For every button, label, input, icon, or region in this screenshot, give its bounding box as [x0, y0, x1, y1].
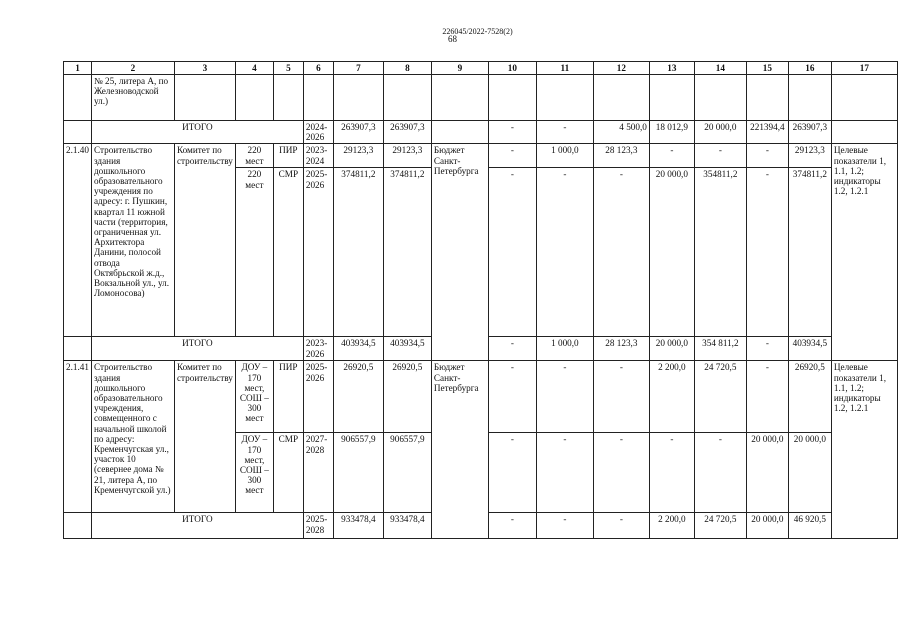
- capacity-cell: 220 мест: [235, 144, 273, 168]
- table-row: [64, 361, 898, 433]
- cell: [64, 75, 92, 121]
- value-cell: -: [536, 361, 593, 433]
- value-cell: 933478,4: [333, 513, 383, 539]
- value-cell: 906557,9: [333, 433, 383, 513]
- total-label: ИТОГО: [91, 337, 303, 361]
- cell: [694, 75, 746, 121]
- cell: [788, 75, 831, 121]
- value-cell: 20 000,0: [694, 121, 746, 144]
- value-cell: 1 000,0: [536, 144, 593, 168]
- value-cell: 906557,9: [383, 433, 431, 513]
- object-name: Строительство здания дошкольного образовательного учреждения по адресу: г. Пушкин, квартал 11 южной части (территория, ограниченная ул. Архитектора Данини, полосой отвода Октябрьской ж.д., Вокзальной ул., ул. Ломоносова): [91, 144, 174, 337]
- capacity-cell: ДОУ – 170 мест, СОШ – 300 мест: [235, 433, 273, 513]
- cell: [303, 75, 333, 121]
- table-row: [64, 75, 898, 121]
- value-cell: 933478,4: [383, 513, 431, 539]
- value-cell: 263907,3: [333, 121, 383, 144]
- value-cell: 26920,5: [383, 361, 431, 433]
- value-cell: -: [488, 433, 536, 513]
- column-number: 14: [694, 62, 746, 75]
- value-cell: -: [694, 144, 746, 168]
- cell: [746, 75, 788, 121]
- cell: [649, 75, 694, 121]
- cell: [831, 121, 897, 144]
- value-cell: -: [746, 361, 788, 433]
- column-number: 16: [788, 62, 831, 75]
- total-label: ИТОГО: [91, 121, 303, 144]
- value-cell: -: [746, 168, 788, 337]
- value-cell: 354811,2: [694, 168, 746, 337]
- funding-source: Бюджет Санкт-Петербурга: [431, 144, 488, 361]
- column-number: 17: [831, 62, 897, 75]
- value-cell: 374811,2: [383, 168, 431, 337]
- value-cell: -: [488, 168, 536, 337]
- value-cell: 26920,5: [788, 361, 831, 433]
- value-cell: -: [746, 144, 788, 168]
- object-name-continued: № 25, литера А, по Железноводской ул.): [91, 75, 174, 121]
- value-cell: 221394,4: [746, 121, 788, 144]
- value-cell: -: [593, 168, 649, 337]
- value-cell: -: [694, 433, 746, 513]
- cell: [273, 75, 303, 121]
- column-number-row: [64, 62, 898, 75]
- value-cell: 26920,5: [333, 361, 383, 433]
- document-number: 226045/2022-7528(2): [442, 27, 513, 36]
- value-cell: 24 720,5: [694, 513, 746, 539]
- value-cell: 20 000,0: [746, 513, 788, 539]
- value-cell: -: [649, 433, 694, 513]
- value-cell: 1 000,0: [536, 337, 593, 361]
- total-label: ИТОГО: [91, 513, 303, 539]
- value-cell: -: [536, 433, 593, 513]
- value-cell: 20 000,0: [788, 433, 831, 513]
- column-number: 4: [235, 62, 273, 75]
- value-cell: 403934,5: [383, 337, 431, 361]
- value-cell: -: [536, 121, 593, 144]
- funding-source: Бюджет Санкт-Петербурга: [431, 361, 488, 539]
- column-number: 8: [383, 62, 431, 75]
- value-cell: -: [488, 337, 536, 361]
- indicators: Целевые показатели 1, 1.1, 1.2; индикаторы 1.2, 1.2.1: [831, 144, 897, 361]
- object-name: Строительство здания дошкольного образовательного учреждения, совмещенного с начальной школой по адресу: Кременчугская ул., участок 10 (севернее дома № 21, литера А, по Кременчугской ул.): [91, 361, 174, 513]
- value-cell: 403934,5: [333, 337, 383, 361]
- column-number: 12: [593, 62, 649, 75]
- value-cell: -: [536, 513, 593, 539]
- value-cell: 29123,3: [383, 144, 431, 168]
- years-cell: 2025-2026: [303, 361, 333, 433]
- value-cell: 374811,2: [333, 168, 383, 337]
- cell: [831, 75, 897, 121]
- cell: [333, 75, 383, 121]
- years-cell: 2025-2028: [303, 513, 333, 539]
- column-number: 6: [303, 62, 333, 75]
- column-number: 10: [488, 62, 536, 75]
- page-number: 68: [448, 34, 457, 44]
- value-cell: 46 920,5: [788, 513, 831, 539]
- cell: [64, 337, 92, 361]
- cell: [431, 75, 488, 121]
- value-cell: -: [488, 361, 536, 433]
- indicators: Целевые показатели 1, 1.1, 1.2; индикаторы 1.2, 1.2.1: [831, 361, 897, 539]
- column-number: 3: [174, 62, 235, 75]
- value-cell: -: [488, 121, 536, 144]
- value-cell: -: [536, 168, 593, 337]
- table-row: [64, 144, 898, 168]
- value-cell: 24 720,5: [694, 361, 746, 433]
- value-cell: 28 123,3: [593, 144, 649, 168]
- item-number: 2.1.41: [64, 361, 92, 513]
- customer: Комитет по строительству: [174, 144, 235, 337]
- value-cell: -: [488, 513, 536, 539]
- work-type-cell: СМР: [273, 168, 303, 337]
- column-number: 11: [536, 62, 593, 75]
- customer: Комитет по строительству: [174, 361, 235, 513]
- cell: [536, 75, 593, 121]
- work-type-cell: СМР: [273, 433, 303, 513]
- column-number: 5: [273, 62, 303, 75]
- item-number: 2.1.40: [64, 144, 92, 337]
- value-cell: 403934,5: [788, 337, 831, 361]
- value-cell: 18 012,9: [649, 121, 694, 144]
- value-cell: 2 200,0: [649, 361, 694, 433]
- value-cell: 4 500,0: [593, 121, 649, 144]
- cell: [593, 75, 649, 121]
- value-cell: -: [593, 361, 649, 433]
- value-cell: -: [593, 433, 649, 513]
- column-number: 9: [431, 62, 488, 75]
- value-cell: 20 000,0: [746, 433, 788, 513]
- column-number: 13: [649, 62, 694, 75]
- value-cell: 28 123,3: [593, 337, 649, 361]
- capacity-cell: 220 мест: [235, 168, 273, 337]
- value-cell: 20 000,0: [649, 337, 694, 361]
- years-cell: 2027-2028: [303, 433, 333, 513]
- cell: [64, 121, 92, 144]
- cell: [235, 75, 273, 121]
- value-cell: 354 811,2: [694, 337, 746, 361]
- cell: [488, 75, 536, 121]
- cell: [383, 75, 431, 121]
- value-cell: -: [593, 513, 649, 539]
- column-number: 7: [333, 62, 383, 75]
- value-cell: 374811,2: [788, 168, 831, 337]
- cell: [64, 513, 92, 539]
- value-cell: -: [649, 144, 694, 168]
- value-cell: 29123,3: [333, 144, 383, 168]
- column-number: 1: [64, 62, 92, 75]
- total-row: [64, 121, 898, 144]
- years-cell: 2023-2026: [303, 337, 333, 361]
- cell: [431, 121, 488, 144]
- work-type-cell: ПИР: [273, 361, 303, 433]
- column-number: 15: [746, 62, 788, 75]
- value-cell: 29123,3: [788, 144, 831, 168]
- work-type-cell: ПИР: [273, 144, 303, 168]
- years-cell: 2024-2026: [303, 121, 333, 144]
- value-cell: -: [488, 144, 536, 168]
- years-cell: 2025-2026: [303, 168, 333, 337]
- program-table: [63, 61, 898, 539]
- value-cell: 263907,3: [788, 121, 831, 144]
- years-cell: 2023-2024: [303, 144, 333, 168]
- value-cell: 20 000,0: [649, 168, 694, 337]
- value-cell: 2 200,0: [649, 513, 694, 539]
- cell: [174, 75, 235, 121]
- value-cell: -: [746, 337, 788, 361]
- capacity-cell: ДОУ – 170 мест, СОШ – 300 мест: [235, 361, 273, 433]
- column-number: 2: [91, 62, 174, 75]
- value-cell: 263907,3: [383, 121, 431, 144]
